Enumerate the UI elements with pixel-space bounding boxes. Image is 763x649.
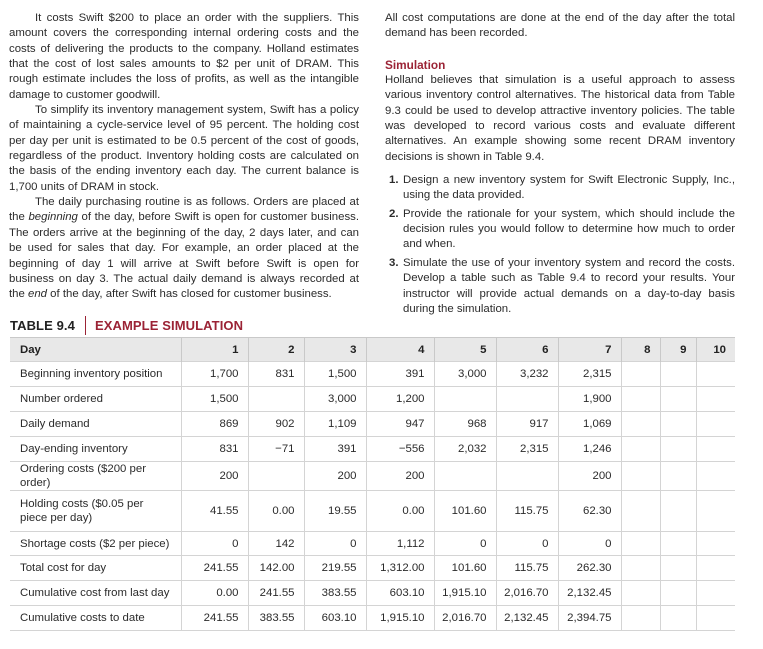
- header-day-10: 10: [696, 338, 735, 362]
- emphasis-end: end: [28, 288, 48, 301]
- table-cell: 200: [304, 461, 366, 490]
- table-cell: [660, 556, 696, 581]
- table-cell: [248, 461, 304, 490]
- row-label: Ordering costs ($200 per order): [10, 461, 181, 490]
- table-row: [10, 362, 735, 387]
- header-day-9: 9: [660, 338, 696, 362]
- table-cell: 0.00: [181, 581, 248, 606]
- table-cell: [496, 461, 558, 490]
- question-item: 2. Provide the rationale for your system, which should include the decision rules you would follow to determine how much to order and when.: [389, 207, 735, 251]
- table-cell: 391: [366, 362, 434, 387]
- table-cell: [660, 436, 696, 461]
- table-cell: 831: [248, 362, 304, 387]
- table-row: [10, 606, 735, 631]
- table-cell: 0: [434, 531, 496, 556]
- table-row: [10, 386, 735, 411]
- table-cell: [621, 362, 660, 387]
- table-cell: 902: [248, 411, 304, 436]
- table-cell: [660, 581, 696, 606]
- table-cell: 19.55: [304, 490, 366, 531]
- table-cell: [696, 411, 735, 436]
- table-cell: 947: [366, 411, 434, 436]
- table-cell: 2,394.75: [558, 606, 621, 631]
- table-cell: 1,246: [558, 436, 621, 461]
- table-cell: 41.55: [181, 490, 248, 531]
- table-cell: [496, 386, 558, 411]
- paragraph-simulation: Holland believes that simulation is a useful approach to assess various inventory control alternatives. The historical data from Table 9.3 could be used to develop attractive inventory policies. The table was developed to record various costs and evaluate different alternatives. An example showing some recent DRAM inventory decisions is shown in Table 9.4.: [385, 74, 735, 163]
- table-cell: 0: [558, 531, 621, 556]
- header-day-2: 2: [248, 338, 304, 362]
- table-cell: 219.55: [304, 556, 366, 581]
- left-text-column: [9, 11, 359, 303]
- row-label: Day-ending inventory: [10, 436, 181, 461]
- right-text-column: [385, 11, 735, 320]
- table-cell: 2,132.45: [496, 606, 558, 631]
- table-cell: 603.10: [366, 581, 434, 606]
- table-cell: 2,132.45: [558, 581, 621, 606]
- table-cell: 142: [248, 531, 304, 556]
- question-item: 1. Design a new inventory system for Swift Electronic Supply, Inc., using the data provided.: [389, 174, 735, 202]
- table-cell: 2,016.70: [434, 606, 496, 631]
- table-cell: 383.55: [304, 581, 366, 606]
- table-cell: 1,109: [304, 411, 366, 436]
- table-cell: [621, 581, 660, 606]
- table-cell: 3,000: [434, 362, 496, 387]
- table-cell: 917: [496, 411, 558, 436]
- table-cell: [621, 461, 660, 490]
- table-cell: [696, 606, 735, 631]
- table-row: [10, 490, 735, 531]
- table-cell: 1,069: [558, 411, 621, 436]
- table-cell: [696, 386, 735, 411]
- table-header-row: [10, 338, 735, 362]
- simulation-heading: Simulation: [385, 57, 446, 72]
- table-title: EXAMPLE SIMULATION: [94, 318, 244, 333]
- table-cell: 0.00: [248, 490, 304, 531]
- paragraph-cost-computations: All cost computations are done at the end of the day after the total demand has been recorded.: [385, 12, 735, 40]
- table-cell: 1,900: [558, 386, 621, 411]
- question-list: [385, 173, 735, 317]
- row-label: Number ordered: [10, 386, 181, 411]
- header-day-6: 6: [496, 338, 558, 362]
- table-cell: 101.60: [434, 556, 496, 581]
- table-cell: [621, 411, 660, 436]
- table-cell: [660, 411, 696, 436]
- table-cell: [696, 490, 735, 531]
- table-cell: 603.10: [304, 606, 366, 631]
- table-cell: [660, 490, 696, 531]
- table-cell: 0: [181, 531, 248, 556]
- table-cell: −71: [248, 436, 304, 461]
- table-cell: [696, 531, 735, 556]
- table-label: TABLE 9.4: [10, 318, 75, 333]
- table-cell: 0: [304, 531, 366, 556]
- table-cell: 115.75: [496, 490, 558, 531]
- simulation-table: [10, 337, 735, 631]
- row-label: Shortage costs ($2 per piece): [10, 531, 181, 556]
- table-cell: [696, 461, 735, 490]
- table-cell: [248, 386, 304, 411]
- table-caption: [10, 316, 243, 335]
- table-cell: 0: [496, 531, 558, 556]
- header-day-3: 3: [304, 338, 366, 362]
- table-cell: [696, 436, 735, 461]
- table-cell: [621, 606, 660, 631]
- table-cell: 1,112: [366, 531, 434, 556]
- table-cell: 1,500: [181, 386, 248, 411]
- table-row: [10, 411, 735, 436]
- table-cell: 869: [181, 411, 248, 436]
- header-day-7: 7: [558, 338, 621, 362]
- table-row: [10, 581, 735, 606]
- caption-divider: [85, 316, 86, 335]
- table-cell: 101.60: [434, 490, 496, 531]
- table-row: [10, 436, 735, 461]
- table-cell: 0.00: [366, 490, 434, 531]
- row-label: Cumulative cost from last day: [10, 581, 181, 606]
- table-cell: 241.55: [181, 556, 248, 581]
- table-cell: −556: [366, 436, 434, 461]
- table-cell: 1,500: [304, 362, 366, 387]
- table-cell: 831: [181, 436, 248, 461]
- table-cell: 200: [558, 461, 621, 490]
- table-cell: [621, 386, 660, 411]
- row-label: Daily demand: [10, 411, 181, 436]
- table-cell: 2,315: [496, 436, 558, 461]
- table-cell: [621, 531, 660, 556]
- question-item: 3. Simulate the use of your inventory system and record the costs. Develop a table such as Table 9.4 to record your results. Your instructor will provide actual demands on a day-to-day basis during the simulation.: [389, 256, 735, 315]
- table-cell: [660, 606, 696, 631]
- table-cell: [621, 436, 660, 461]
- table-cell: 391: [304, 436, 366, 461]
- header-day-1: 1: [181, 338, 248, 362]
- table-cell: [696, 362, 735, 387]
- paragraph-inventory-policy: To simplify its inventory management system, Swift has a policy of maintaining a cycle-service level of 95 percent. The holding cost per day per unit is estimated to be 0.5 percent of the cost of goods, regardless of the product. Inventory holding costs are calculated on the basis of the ending inventory each day. The current balance is 1,700 units of DRAM in stock.: [9, 104, 359, 193]
- table-row: [10, 461, 735, 490]
- table-cell: 2,315: [558, 362, 621, 387]
- table-cell: [660, 461, 696, 490]
- paragraph-purchasing-routine: The daily purchasing routine is as follows. Orders are placed at the beginning of the day, before Swift is open for customer business. The orders arrive at the beginning of the day, 2 days later, and can be used for sales that day. For example, an order placed at the beginning of day 1 will arrive at Swift before Swift is open for business on day 3. The actual daily demand is always recorded at the end of the day, after Swift has closed for customer business.: [9, 196, 360, 301]
- table-cell: 200: [181, 461, 248, 490]
- row-label: Beginning inventory position: [10, 362, 181, 387]
- table-cell: 1,200: [366, 386, 434, 411]
- header-day-4: 4: [366, 338, 434, 362]
- table-cell: 383.55: [248, 606, 304, 631]
- table-cell: 1,915.10: [366, 606, 434, 631]
- table-cell: 2,032: [434, 436, 496, 461]
- table-cell: 62.30: [558, 490, 621, 531]
- emphasis-beginning: beginning: [28, 211, 78, 224]
- table-row: [10, 556, 735, 581]
- table-cell: 115.75: [496, 556, 558, 581]
- table-cell: 241.55: [248, 581, 304, 606]
- table-cell: 1,915.10: [434, 581, 496, 606]
- table-cell: 1,312.00: [366, 556, 434, 581]
- table-cell: [434, 461, 496, 490]
- row-label: Total cost for day: [10, 556, 181, 581]
- header-day-5: 5: [434, 338, 496, 362]
- table-cell: 142.00: [248, 556, 304, 581]
- paragraph-order-costs: It costs Swift $200 to place an order with the suppliers. This amount covers the corresponding internal ordering costs and the costs of delivering the products to the company. Holland estimates that the cost of lost sales amounts to $2 per unit of DRAM. This rough estimate includes the loss of profits, as well as the intangible damage to customer goodwill.: [9, 12, 359, 101]
- table-cell: [660, 386, 696, 411]
- table-cell: 200: [366, 461, 434, 490]
- header-day: Day: [10, 338, 181, 362]
- row-label: Cumulative costs to date: [10, 606, 181, 631]
- table-row: [10, 531, 735, 556]
- table-cell: 1,700: [181, 362, 248, 387]
- table-cell: [696, 581, 735, 606]
- header-day-8: 8: [621, 338, 660, 362]
- row-label: Holding costs ($0.05 per piece per day): [10, 490, 181, 531]
- table-cell: [621, 556, 660, 581]
- table-cell: [696, 556, 735, 581]
- table-cell: 968: [434, 411, 496, 436]
- table-cell: 241.55: [181, 606, 248, 631]
- table-cell: 262.30: [558, 556, 621, 581]
- table-cell: 3,232: [496, 362, 558, 387]
- table-cell: [621, 490, 660, 531]
- table-cell: [660, 362, 696, 387]
- table-cell: 3,000: [304, 386, 366, 411]
- table-cell: [434, 386, 496, 411]
- table-cell: [660, 531, 696, 556]
- table-cell: 2,016.70: [496, 581, 558, 606]
